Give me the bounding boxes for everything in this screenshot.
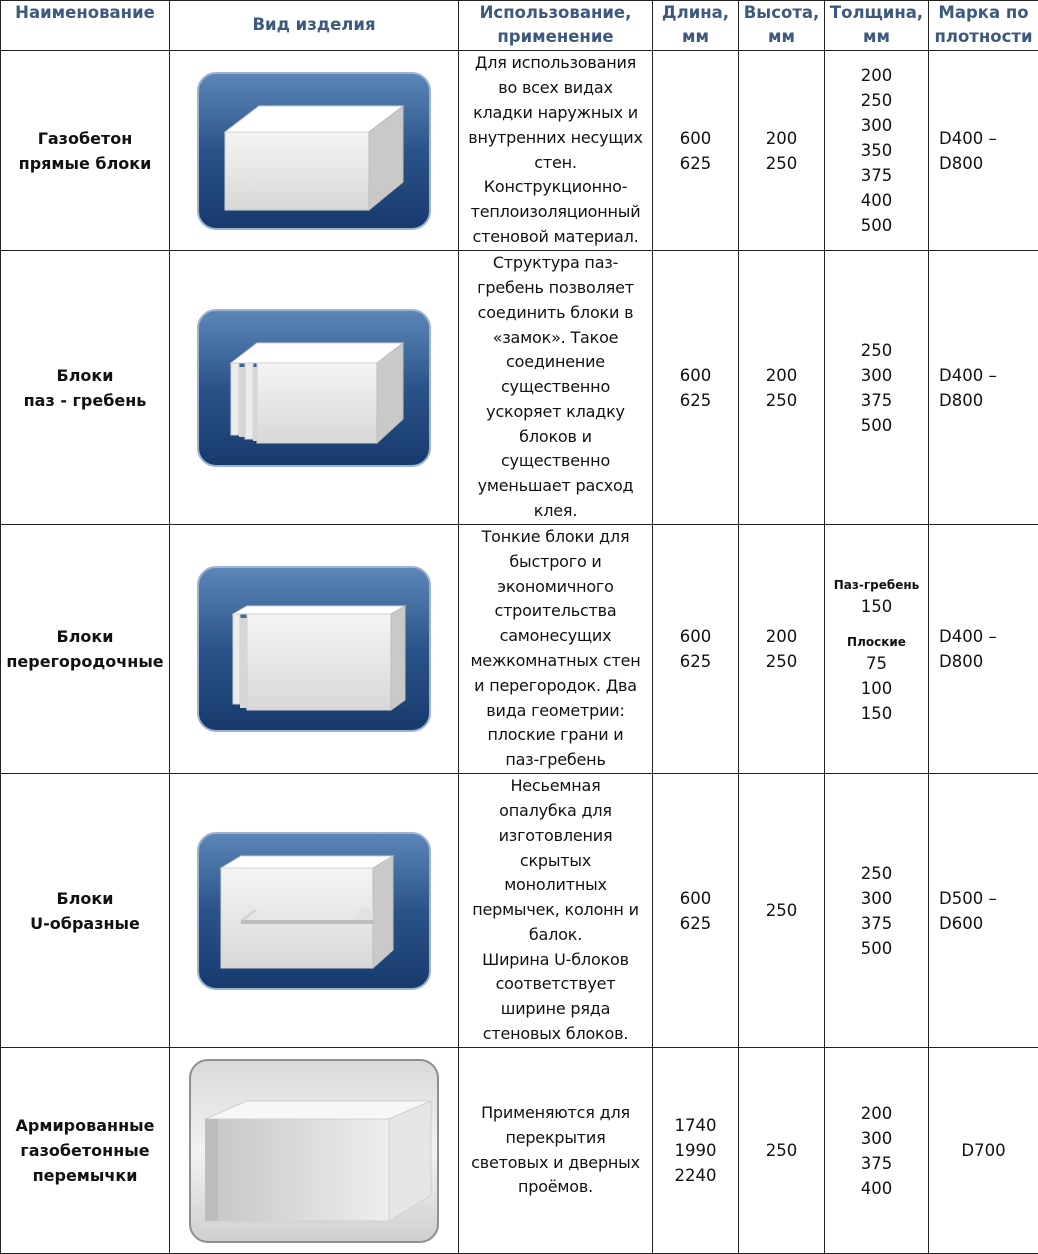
product-height: 250 — [739, 774, 825, 1048]
product-image — [170, 525, 459, 774]
thickness-group-label: Плоские — [825, 633, 928, 651]
header-brand: Марка по плотности — [929, 1, 1038, 51]
u-block-icon — [197, 832, 431, 990]
product-name: Газобетон прямые блоки — [1, 51, 170, 251]
product-length: 600 625 — [653, 251, 739, 525]
straight-block-icon — [197, 72, 431, 230]
product-thickness: 250 300 375 500 — [825, 251, 929, 525]
product-name: Блоки перегородочные — [1, 525, 170, 774]
table-row — [1, 774, 1038, 1048]
product-brand: D400 – D800 — [929, 51, 1038, 251]
product-height: 200 250 — [739, 251, 825, 525]
product-length: 1740 1990 2240 — [653, 1048, 739, 1254]
product-name: Блоки паз - гребень — [1, 251, 170, 525]
table-row — [1, 525, 1038, 774]
product-brand: D400 – D800 — [929, 251, 1038, 525]
header-row — [1, 1, 1038, 51]
table-row — [1, 1048, 1038, 1254]
product-length: 600 625 — [653, 51, 739, 251]
product-use: Несьемная опалубка для изготовления скрытых монолитных пермычек, колонн и балок. Ширина U-блоков соответствует ширине ряда стеновых блоков. — [459, 774, 653, 1048]
header-name: Наименование — [1, 1, 170, 51]
header-thickness: Толщина, мм — [825, 1, 929, 51]
product-image — [170, 251, 459, 525]
product-height: 200 250 — [739, 525, 825, 774]
product-brand: D500 – D600 — [929, 774, 1038, 1048]
product-height: 250 — [739, 1048, 825, 1254]
product-name: Блоки U-образные — [1, 774, 170, 1048]
product-thickness: Паз-гребень 150 Плоские 75 100 150 — [825, 525, 929, 774]
product-use: Структура паз- гребень позволяет соединить блоки в «замок». Такое соединение существенно ускоряет кладку блоков и существенно уменьшает расход клея. — [459, 251, 653, 525]
header-length: Длина, мм — [653, 1, 739, 51]
tongue-groove-block-icon — [197, 309, 431, 467]
product-use: Для использования во всех видах кладки наружных и внутренних несущих стен. Конструкционно- теплоизоляционный стеновой материал. — [459, 51, 653, 251]
product-thickness: 200 300 375 400 — [825, 1048, 929, 1254]
product-brand: D700 — [929, 1048, 1038, 1254]
product-image — [170, 51, 459, 251]
product-use: Применяются для перекрытия световых и дверных проёмов. — [459, 1048, 653, 1254]
header-height: Высота, мм — [739, 1, 825, 51]
product-length: 600 625 — [653, 774, 739, 1048]
product-brand: D400 – D800 — [929, 525, 1038, 774]
header-use: Использование, применение — [459, 1, 653, 51]
product-thickness: 200 250 300 350 375 400 500 — [825, 51, 929, 251]
product-thickness: 250 300 375 500 — [825, 774, 929, 1048]
table-row — [1, 51, 1038, 251]
lintel-icon — [189, 1059, 439, 1243]
table-row — [1, 251, 1038, 525]
product-length: 600 625 — [653, 525, 739, 774]
product-use: Тонкие блоки для быстрого и экономичного строительства самонесущих межкомнатных стен и перегородок. Два вида геометрии: плоские грани и паз-гребень — [459, 525, 653, 774]
product-height: 200 250 — [739, 51, 825, 251]
product-image — [170, 1048, 459, 1254]
product-image — [170, 774, 459, 1048]
header-view: Вид изделия — [170, 1, 459, 51]
product-name: Армированные газобетонные перемычки — [1, 1048, 170, 1254]
thickness-group-label: Паз-гребень — [825, 576, 928, 594]
partition-block-icon — [197, 566, 431, 732]
